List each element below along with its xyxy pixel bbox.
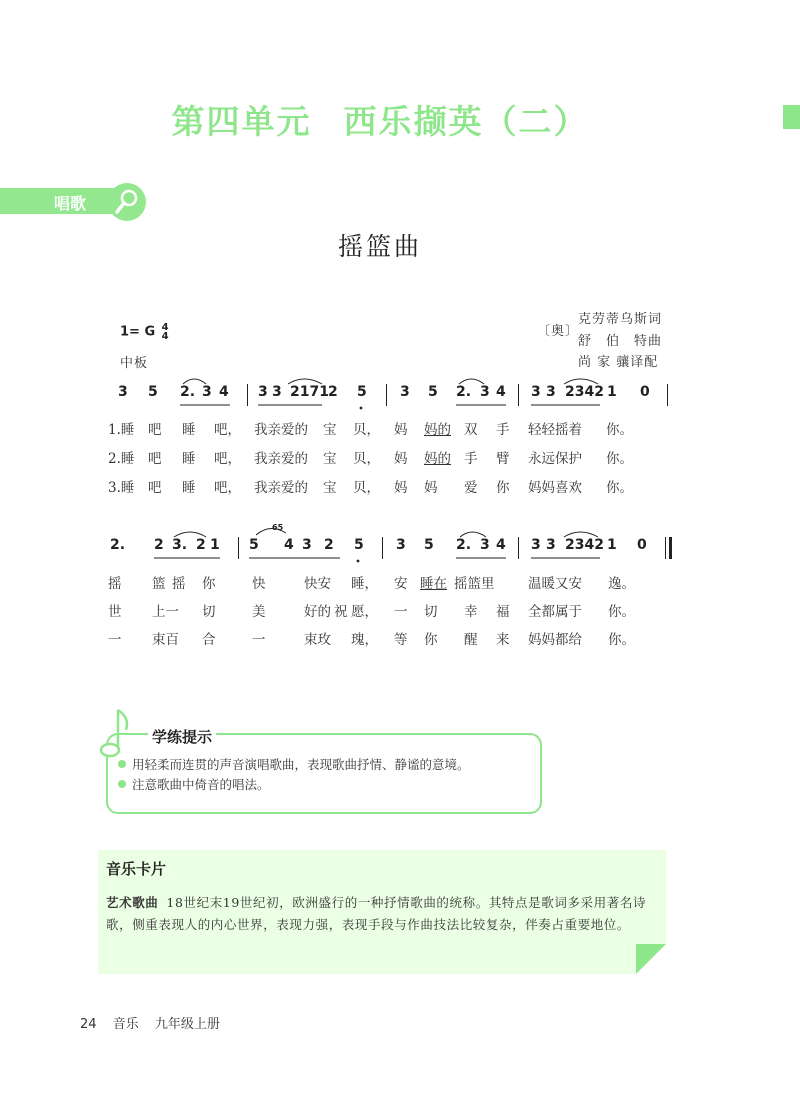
- footer-grade: 九年级上册: [154, 1017, 220, 1032]
- card-title: 音乐卡片: [106, 860, 167, 878]
- tip-item: 注意歌曲中倚音的唱法。: [118, 775, 270, 793]
- credit-translator: 尚 家 骧译配: [578, 355, 659, 370]
- bullet-icon: [118, 760, 126, 768]
- time-signature-top: 4: [161, 322, 169, 333]
- tip-item: 用轻柔而连贯的声音演唱歌曲，表现歌曲抒情、静谧的意境。: [118, 755, 470, 773]
- card-body: 艺术歌曲 18世纪末19世纪初，欧洲盛行的一种抒情歌曲的统称。其特点是歌词多采用著名诗 歌，侧重表现人的内心世界，表现力强，表现手段与作曲技法比较复杂，伴奏占重要地位。: [106, 895, 647, 932]
- page-number: 24: [80, 1017, 97, 1032]
- notation-row-1: 3 5 2. 3 4 3 3 2171 2 5 3 5 2. 3 4 3 3 2342 1 0: [110, 384, 680, 406]
- lyrics-verse-2: 2.睡 吧 睡 吧， 我亲爱的 宝 贝， 妈 妈的 手 臂 永远保护 你。: [108, 451, 633, 467]
- microphone-icon: [108, 183, 146, 221]
- lyrics-verse-3: 3.睡 吧 睡 吧， 我亲爱的 宝 贝， 妈 妈 爱 你 妈妈喜欢 你。: [108, 480, 633, 496]
- time-signature-bottom: 4: [161, 331, 169, 342]
- section-label: 唱歌: [54, 194, 87, 213]
- credit-lyricist: 克劳蒂乌斯词: [578, 312, 663, 327]
- unit-title-name: 西乐撷英（二）: [343, 102, 589, 141]
- tips-title: 学练提示: [148, 726, 216, 747]
- card-term: 艺术歌曲: [106, 895, 159, 910]
- lyrics-verse-2-line-2: 世 上一 切 美 好的 祝 愿， 一 切 幸 福 全都属于 你。: [108, 604, 635, 620]
- edge-tab: [783, 105, 800, 129]
- credit-composer: 舒 伯 特曲: [578, 334, 663, 349]
- lyrics-verse-3-line-2: 一 束百 合 一 束玫 瑰， 等 你 醒 来 妈妈都给 你。: [108, 632, 635, 648]
- credit-origin: 〔奥〕: [537, 324, 580, 339]
- tempo-marking: 中板: [120, 356, 149, 371]
- page-fold-corner: [636, 944, 666, 978]
- grace-note: 65: [272, 523, 284, 532]
- page-footer: [80, 1013, 232, 1032]
- footer-subject: 音乐: [112, 1017, 139, 1032]
- bullet-icon: [118, 780, 126, 788]
- song-title: 摇篮曲: [337, 232, 422, 261]
- unit-title: [0, 96, 760, 143]
- lyrics-verse-1-line-2: 摇 篮 摇 你 快 快安 睡， 安 睡在 摇篮里 温暖又安 逸。: [108, 576, 635, 592]
- key-signature: 1= G 4 4: [120, 322, 169, 342]
- unit-title-number: 第四单元: [171, 102, 312, 141]
- lyrics-verse-1: 1.睡 吧 睡 吧， 我亲爱的 宝 贝， 妈 妈的 双 手 轻轻摇着 你。: [108, 422, 633, 438]
- notation-row-2: 2. 2 3. 2 1 5 65 4 3 2 5 3 5 2. 3 4 3 3 2342 1 0: [110, 537, 680, 559]
